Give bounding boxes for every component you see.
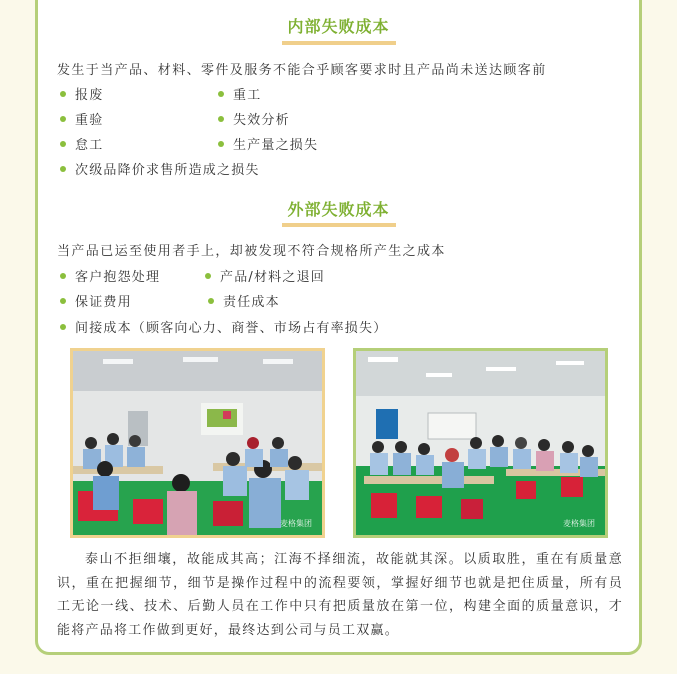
internal-cost-intro: 发生于当产品、材料、零件及服务不能合乎顾客要求时且产品尚未送达顾客前 bbox=[57, 63, 547, 78]
bullet-dot-icon bbox=[218, 116, 224, 122]
training-photo-left bbox=[70, 348, 325, 538]
closing-paragraph: 泰山不拒细壤，故能成其高；江海不择细流，故能就其深。以质取胜，重在有质量意识，重在把握细节，细节是操作过程中的流程要领，掌握好细节也就是把住质量，所有员工无论一线、技术、后勤人员在工作中只有把质量放在第一位，构建全面的质量意识，才能将产品将工作做到更好，最终达到公司与员工双赢。 bbox=[57, 552, 623, 638]
list-item: 客户抱怨处理 bbox=[60, 266, 160, 285]
training-photo-right bbox=[353, 348, 608, 538]
list-item: 次级品降价求售所造成之损失 bbox=[60, 159, 260, 178]
photo-watermark: 麦格集团 bbox=[280, 519, 312, 528]
list-item: 生产量之损失 bbox=[218, 134, 318, 153]
bullet-dot-icon bbox=[60, 141, 66, 147]
internal-cost-title: 内部失败成本 bbox=[287, 17, 390, 36]
list-item: 报废 bbox=[60, 84, 103, 103]
external-cost-title: 外部失败成本 bbox=[287, 200, 390, 219]
list-item: 保证费用 bbox=[60, 291, 132, 310]
internal-title-underline bbox=[282, 41, 396, 45]
external-title-underline bbox=[282, 223, 396, 227]
bullet-dot-icon bbox=[60, 166, 66, 172]
bullet-dot-icon bbox=[60, 273, 66, 279]
bullet-dot-icon bbox=[218, 91, 224, 97]
list-item: 失效分析 bbox=[218, 109, 290, 128]
list-item: 责任成本 bbox=[208, 291, 280, 310]
list-item: 怠工 bbox=[60, 134, 103, 153]
list-item: 间接成本（顾客向心力、商誉、市场占有率损失） bbox=[60, 317, 387, 336]
bullet-dot-icon bbox=[60, 324, 66, 330]
bullet-dot-icon bbox=[60, 91, 66, 97]
bullet-dot-icon bbox=[60, 116, 66, 122]
photo-watermark: 麦格集团 bbox=[563, 519, 595, 528]
list-item: 产品/材料之退回 bbox=[205, 266, 325, 285]
bullet-dot-icon bbox=[60, 298, 66, 304]
bullet-dot-icon bbox=[205, 273, 211, 279]
list-item: 重工 bbox=[218, 84, 261, 103]
bullet-dot-icon bbox=[208, 298, 214, 304]
external-cost-intro: 当产品已运至使用者手上，却被发现不符合规格所产生之成本 bbox=[57, 244, 446, 259]
bullet-dot-icon bbox=[218, 141, 224, 147]
list-item: 重验 bbox=[60, 109, 103, 128]
